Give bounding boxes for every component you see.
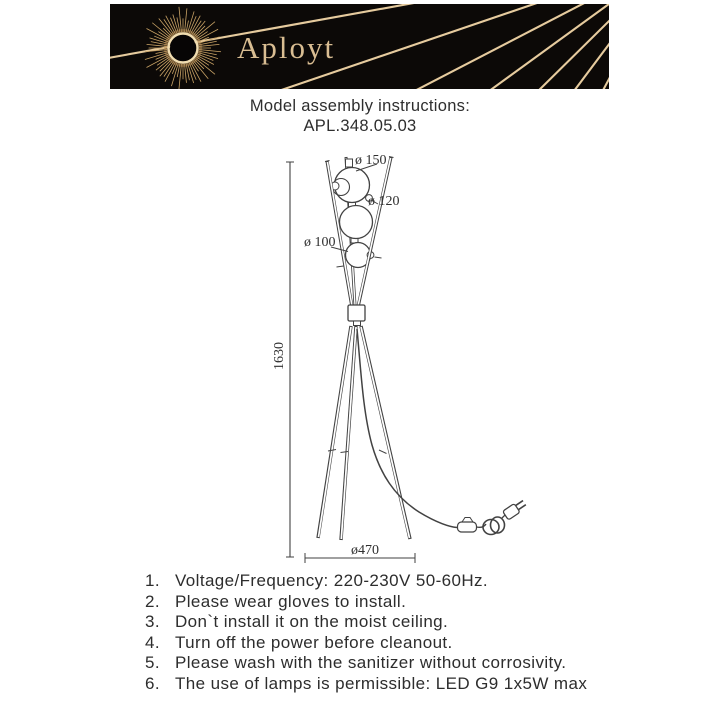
- label-globe-top: ø 150: [355, 153, 387, 168]
- list-item: [145, 592, 587, 612]
- label-base-width: ø470: [351, 543, 379, 558]
- instructions-list: [145, 571, 587, 694]
- power-plug-icon: [503, 498, 528, 520]
- item-number: 1.: [145, 571, 160, 590]
- leg-middle: [341, 326, 356, 540]
- item-number: 3.: [145, 612, 160, 631]
- label-globe-mid: ø 120: [368, 194, 400, 209]
- item-text: Please wash with the sanitizer without corrosivity.: [175, 653, 567, 672]
- label-globe-bottom: ø 100: [304, 235, 336, 250]
- item-text: The use of lamps is permissible: LED G9 1x5W max: [175, 673, 588, 693]
- list-item: [145, 571, 587, 591]
- brand-name: Aployt: [237, 30, 336, 65]
- model-number: APL.348.05.03: [303, 117, 417, 135]
- inline-switch: [458, 518, 477, 533]
- dimension-height: [286, 162, 294, 557]
- item-text: Voltage/Frequency: 220-230V 50-60Hz.: [175, 571, 489, 590]
- cord-coil: [477, 512, 509, 535]
- power-cord: [357, 329, 457, 528]
- item-number: 2.: [145, 591, 160, 611]
- list-item: [145, 653, 587, 673]
- globe-middle: [340, 206, 373, 239]
- item-number: 4.: [145, 632, 160, 652]
- list-item: [145, 674, 587, 694]
- leg-left: [318, 326, 351, 538]
- globe-top: [335, 168, 370, 203]
- label-height: 1630: [272, 342, 287, 370]
- list-item: [145, 612, 587, 632]
- list-item: [145, 633, 587, 653]
- item-text: Don`t install it on the moist ceiling.: [175, 612, 449, 631]
- item-text: Turn off the power before cleanout.: [175, 632, 453, 652]
- item-number: 5.: [145, 653, 160, 672]
- page-title: Model assembly instructions:: [249, 97, 471, 115]
- item-number: 6.: [145, 673, 160, 693]
- item-text: Please wear gloves to install.: [175, 591, 407, 611]
- connector-block: [348, 305, 365, 326]
